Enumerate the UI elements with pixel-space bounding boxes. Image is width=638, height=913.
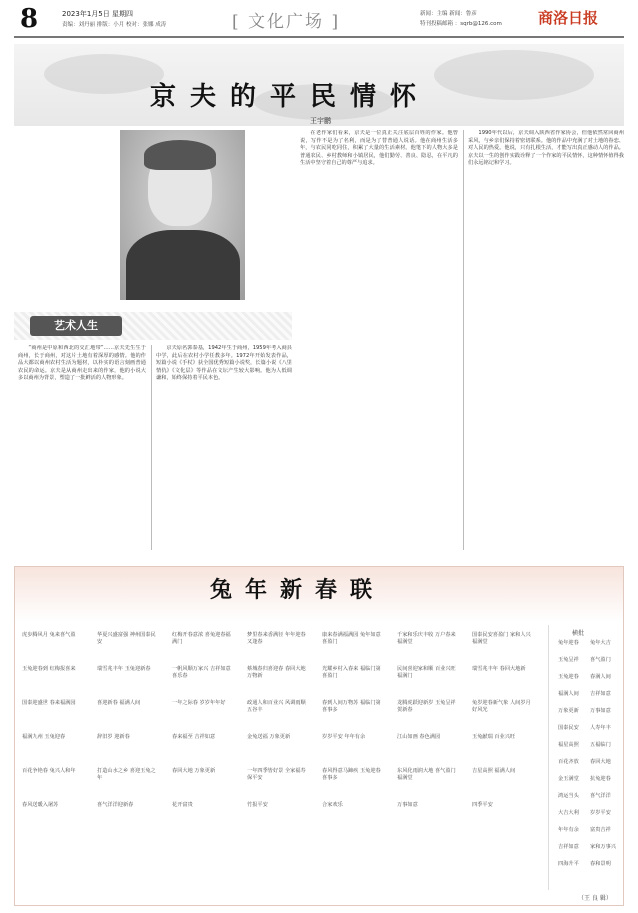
hengpi-item: 春回大地 [590, 759, 611, 765]
article-column-2: 京夫原名郭泰基，1942年生于商州，1959年考入商县中学，此后在农村小学任教多年。1972年开始发表作品，短篇小说《手杖》获全国优秀短篇小说奖，长篇小说《八里情仇》《文化层》等作品在文坛产生较大影响。他为人低调谦和，始终保持着平民本色。 [156, 345, 292, 382]
hengpi-item: 玉兔呈祥 [558, 657, 579, 663]
hengpi-item: 家和万事兴 [590, 844, 616, 850]
column-divider [151, 345, 152, 550]
couplet-item: 蔡城春归喜迎春 春回大地万物新 [247, 666, 306, 679]
couplet-item: 兔岁迎春新气象 人间岁月好风光 [472, 700, 531, 713]
hengpi-item: 福满人间 [558, 691, 579, 697]
column-divider [463, 130, 464, 550]
couplet-item: 喜气洋洋迎新春 [97, 802, 134, 808]
section-title: [ 文化广场 ] [232, 12, 341, 32]
newspaper-logo: 商洛日报 [538, 9, 599, 27]
hengpi-item: 万象更新 [558, 708, 579, 714]
couplet-item: 一帆风顺万家兴 吉祥如意喜乐春 [172, 666, 231, 679]
article-title: 京夫的平民情怀 [150, 82, 431, 112]
couplet-item: 喜迎新春 福满人间 [97, 700, 141, 706]
page-number: 8 [20, 4, 39, 34]
column-tag: 艺术人生 [30, 316, 122, 336]
hengpi-item: 岁岁平安 [590, 810, 611, 816]
hengpi-item: 大吉大利 [558, 810, 579, 816]
hengpi-item: 国泰民安 [558, 725, 579, 731]
hengpi-item: 鸿运当头 [558, 793, 579, 799]
hengpi-item: 富贵吉祥 [590, 827, 611, 833]
couplet-item: 打造山水之乡 喜迎玉兔之年 [97, 768, 156, 781]
hengpi-item: 喜气盈门 [590, 657, 611, 663]
hengpi-item: 五福临门 [590, 742, 611, 748]
couplet-item: 一年四季皆好景 全家福寿保平安 [247, 768, 306, 781]
issue-date: 2023年1月5日 星期四 [62, 10, 133, 18]
page-header [0, 0, 638, 38]
couplet-item: 龙腾虎跃迎新岁 玉兔呈祥贺新春 [397, 700, 456, 713]
couplet-item: 花开富贵 [172, 802, 193, 808]
couplet-item: 东风化雨润大地 喜气盈门福满堂 [397, 768, 456, 781]
hengpi-item: 玉兔迎春 [558, 674, 579, 680]
couplet-item: 合家欢乐 [322, 802, 343, 808]
hengpi-item: 春和景明 [590, 861, 611, 867]
article-column-1: “商州是中原和西北的交汇地带”……京夫先生生于商州，长于商州，对这片土地有着深厚的感情。他的作品大都以商州农村生活为题材，以朴实的语言刻画普通农民的命运。京夫是从商州走出来的作家，他的小说大多以商州为背景，塑造了一批鲜活的人物形象。 [18, 345, 146, 382]
couplet-item: 福满九州 玉兔迎春 [22, 734, 66, 740]
hengpi-item: 百花齐放 [558, 759, 579, 765]
couplet-item: 康来春满福满园 兔年如意喜盈门 [322, 632, 381, 645]
couplet-item: 华夏兴盛富强 神州国泰民安 [97, 632, 156, 645]
couplet-item: 江山如画 春色满园 [397, 734, 441, 740]
couplet-item: 春风送暖入屠苏 [22, 802, 59, 808]
couplets-compiler: （王 良 辑） [578, 895, 612, 902]
couplet-item: 光耀乡村入春来 福临门第喜盈门 [322, 666, 381, 679]
hengpi-item: 春满人间 [590, 674, 611, 680]
hengpi-item: 万事如意 [590, 708, 611, 714]
couplet-item: 辞旧岁 迎新春 [97, 734, 130, 740]
hengpi-item: 吉祥如意 [558, 844, 579, 850]
couplets-title: 兔年新春联 [210, 577, 386, 603]
couplet-item: 春来福至 吉祥如意 [172, 734, 216, 740]
hengpi-item: 兔年迎春 [558, 640, 579, 646]
couplet-item: 瑞雪兆丰年 春回大地新 [472, 666, 526, 672]
article-column-4: 1990年代以后，京夫调入陕西省作家协会，但他依然常回商州采风，与乡亲们保持着密切联系。他的作品中充满了对土地的眷恋、对人民的热爱。他说，只有扎根生活，才能写出真正感动人的作品。京夫以一生的创作实践诠释了一个作家的平民情怀，这种情怀值得我们永远铭记和学习。 [468, 130, 624, 167]
couplet-item: 一年之际春 岁岁年年好 [172, 700, 226, 706]
couplet-item: 吉星高照 福满人间 [472, 768, 516, 774]
article-column-3: 在老作家们看来，京夫是一位真正关注底层百姓的作家。他曾说，写作不是为了名利，而是为了替普通人说话。他在商州生活多年，与农民同吃同住，积累了大量的生活素材。他笔下的人物大多是普通农民、乡村教师和小镇居民，他们勤劳、善良、隐忍，在平凡的生活中坚守着自己的尊严与追求。 [300, 130, 458, 167]
couplet-item: 春到人间万物苏 福临门第喜事多 [322, 700, 381, 713]
couplet-item: 千家和乐庆丰收 万户春来福满堂 [397, 632, 456, 645]
couplet-item: 金兔送福 万象更新 [247, 734, 291, 740]
couplet-item: 春回大地 万象更新 [172, 768, 216, 774]
couplet-item: 民间喜迎家和顺 百业兴旺福满门 [397, 666, 456, 679]
contact-line-1: 新闻：主编 新闻：鲁彦 [420, 11, 477, 17]
contact-line-2: 特刊投稿邮箱 ：sqrb@126.com [420, 21, 502, 27]
hengpi-item: 抗兔迎春 [590, 776, 611, 782]
couplet-item: 竹报平安 [247, 802, 268, 808]
hengpi-item: 福星高照 [558, 742, 579, 748]
hengpi-item: 金玉满堂 [558, 776, 579, 782]
hengpi-item: 兔年大吉 [590, 640, 611, 646]
couplets-divider [548, 625, 549, 890]
couplets-grid [22, 632, 607, 902]
couplet-item: 国泰民安喜盈门 家和人兴福满堂 [472, 632, 531, 645]
hengpi-item: 四海升平 [558, 861, 579, 867]
couplet-item: 玉兔迎春到 红梅报喜来 [22, 666, 76, 672]
article-author: 王宇鹏 [310, 117, 331, 125]
hengpi-item: 人寿年丰 [590, 725, 611, 731]
couplet-item: 政通人和百业兴 风调雨顺五谷丰 [247, 700, 306, 713]
couplet-item: 红梅开春意浓 喜兔迎春福满门 [172, 632, 231, 645]
editor-credits: 责编：刘丹丽 排版：小月 校对：张娜 成涛 [62, 22, 167, 28]
hengpi-item: 年年有余 [558, 827, 579, 833]
couplet-item: 四季平安 [472, 802, 493, 808]
hengpi-item: 吉祥如意 [590, 691, 611, 697]
hengpi-item: 喜气洋洋 [590, 793, 611, 799]
couplet-item: 虎步腾风月 兔来喜气盈 [22, 632, 76, 638]
couplet-item: 玉兔献瑞 百业兴旺 [472, 734, 516, 740]
couplet-item: 梦里春来香满径 年年迎春又逢春 [247, 632, 306, 645]
author-portrait [120, 130, 245, 300]
couplet-item: 万事如意 [397, 802, 418, 808]
hengpi-label: 横批 [572, 630, 585, 637]
couplet-item: 国泰迎盛世 春来福满园 [22, 700, 76, 706]
couplet-item: 岁岁平安 年年有余 [322, 734, 366, 740]
couplet-item: 百花争艳春 兔兴人和年 [22, 768, 76, 774]
couplet-item: 春风得意马蹄疾 玉兔迎春喜事多 [322, 768, 381, 781]
header-divider [14, 36, 624, 38]
couplet-item: 瑞雪兆丰年 玉兔迎新春 [97, 666, 151, 672]
